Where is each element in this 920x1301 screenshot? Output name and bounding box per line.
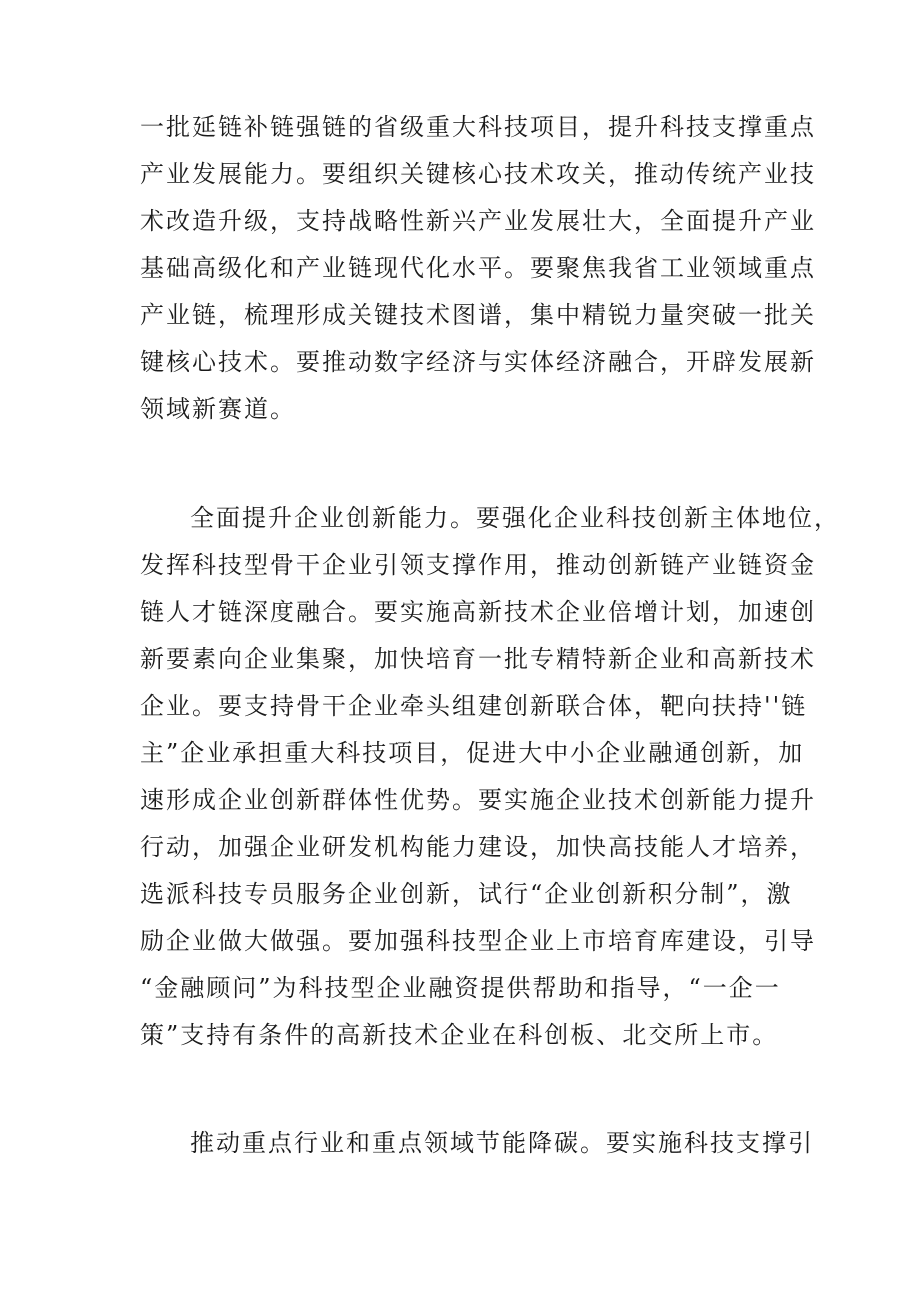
- text-line: 术改造升级，支持战略性新兴产业发展壮大，全面提升产业: [140, 207, 816, 235]
- text-line: 主”企业承担重大科技项目，促进大中小企业融通创新，加: [140, 739, 805, 767]
- text-line-first: 全面提升企业创新能力。要强化企业科技创新主体地位，: [190, 504, 840, 532]
- paragraph-1: [140, 104, 816, 433]
- text-line: 一批延链补链强链的省级重大科技项目，提升科技支撑重点: [140, 113, 816, 141]
- text-line: 选派科技专员服务企业创新，试行“企业创新积分制”，激: [140, 880, 793, 908]
- text-line: 键核心技术。要推动数字经济与实体经济融合，开辟发展新: [140, 348, 816, 376]
- text-line: 行动，加强企业研发机构能力建设，加快高技能人才培养，: [140, 833, 816, 861]
- text-line: 新要素向企业集聚，加快培育一批专精特新企业和高新技术: [140, 645, 816, 673]
- paragraph-3: [140, 1120, 814, 1167]
- text-line: 励企业做大做强。要加强科技型企业上市培育库建设，引导: [140, 927, 816, 955]
- text-line: 企业。要支持骨干企业牵头组建创新联合体，靶向扶持''链: [140, 692, 808, 720]
- text-line: 发挥科技型骨干企业引领支撑作用，推动创新链产业链资金: [140, 551, 816, 579]
- paragraph-2: [140, 495, 840, 1059]
- text-line-first: 推动重点行业和重点领域节能降碳。要实施科技支撑引: [190, 1129, 814, 1157]
- text-line: 产业发展能力。要组织关键核心技术攻关，推动传统产业技: [140, 160, 816, 188]
- text-line: 链人才链深度融合。要实施高新技术企业倍增计划，加速创: [140, 598, 816, 626]
- text-line: 领域新赛道。: [140, 395, 296, 423]
- text-line: 产业链，梳理形成关键技术图谱，集中精锐力量突破一批关: [140, 301, 816, 329]
- text-line: 基础高级化和产业链现代化水平。要聚焦我省工业领域重点: [140, 254, 816, 282]
- text-line: “金融顾问”为科技型企业融资提供帮助和指导，“一企一: [140, 974, 781, 1002]
- text-line: 速形成企业创新群体性优势。要实施企业技术创新能力提升: [140, 786, 816, 814]
- text-line: 策”支持有条件的高新技术企业在科创板、北交所上市。: [140, 1021, 779, 1049]
